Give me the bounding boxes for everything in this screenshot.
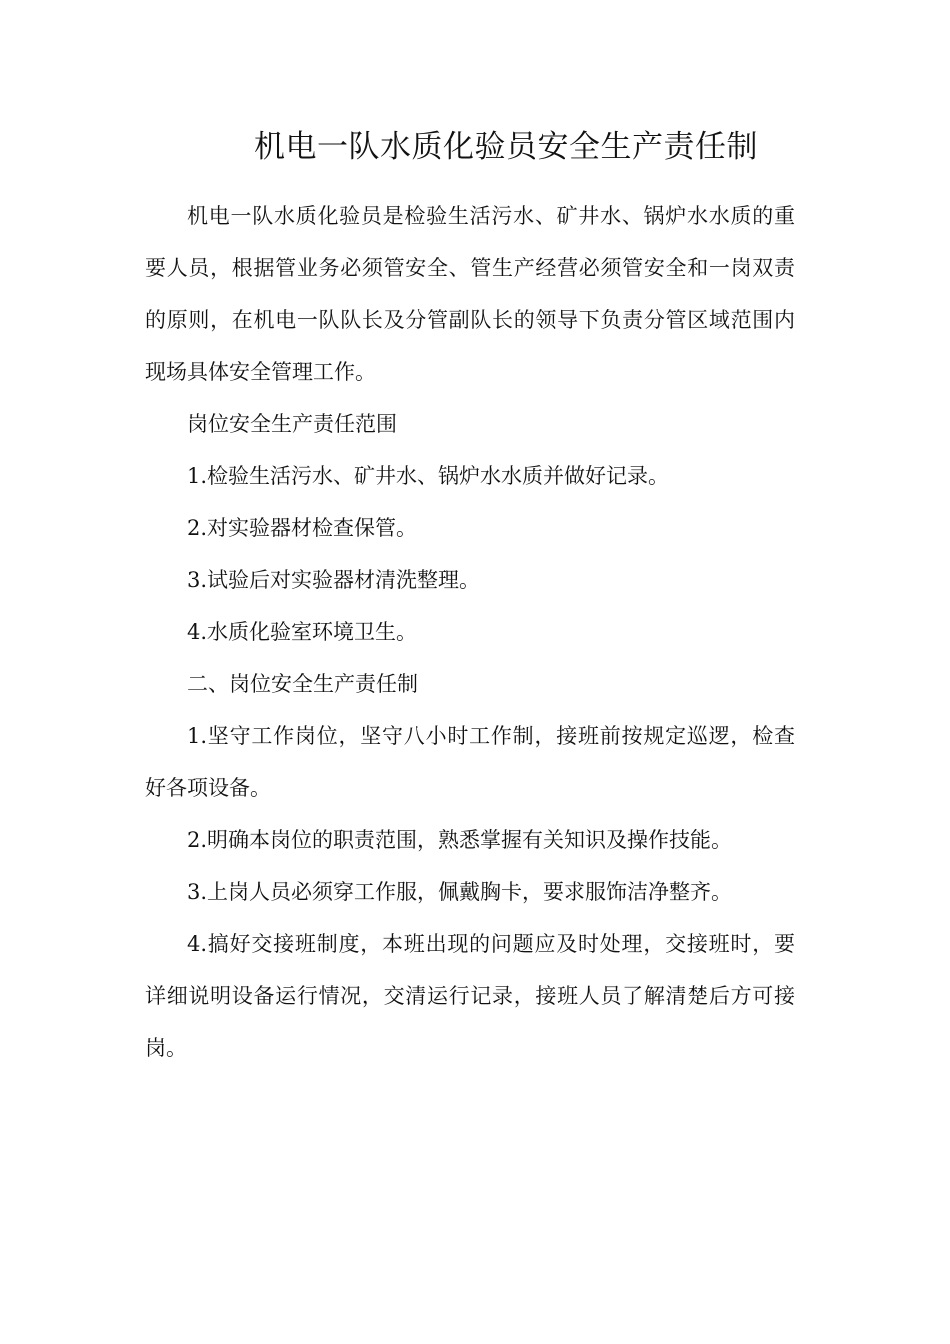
responsibility-item-2: 2.明确本岗位的职责范围，熟悉掌握有关知识及操作技能。 xyxy=(187,828,733,852)
responsibility-item-3: 3.上岗人员必须穿工作服，佩戴胸卡，要求服饰洁净整齐。 xyxy=(187,880,733,904)
scope-item-4: 4.水质化验室环境卫生。 xyxy=(187,620,418,644)
responsibility-item-4: 4.搞好交接班制度，本班出现的问题应及时处理，交接班时，要详细说明设备运行情况，交清运行记录，接班人员了解清楚后方可接岗。 xyxy=(145,932,795,1060)
scope-item-3: 3.试验后对实验器材清洗整理。 xyxy=(187,568,481,592)
document-body xyxy=(145,190,795,1074)
responsibility-item-1: 1.坚守工作岗位，坚守八小时工作制，接班前按规定巡逻，检查好各项设备。 xyxy=(145,724,795,800)
document-title: 机电一队水质化验员安全生产责任制 xyxy=(254,129,758,165)
scope-item-2: 2.对实验器材检查保管。 xyxy=(187,516,418,540)
section-heading-responsibility: 二、岗位安全生产责任制 xyxy=(187,672,418,696)
section-heading-scope: 岗位安全生产责任范围 xyxy=(187,412,397,436)
intro-paragraph: 机电一队水质化验员是检验生活污水、矿井水、锅炉水水质的重要人员，根据管业务必须管安全、管生产经营必须管安全和一岗双责的原则，在机电一队队长及分管副队长的领导下负责分管区域范围内现场具体安全管理工作。 xyxy=(145,204,795,384)
scope-item-1: 1.检验生活污水、矿井水、锅炉水水质并做好记录。 xyxy=(187,464,670,488)
